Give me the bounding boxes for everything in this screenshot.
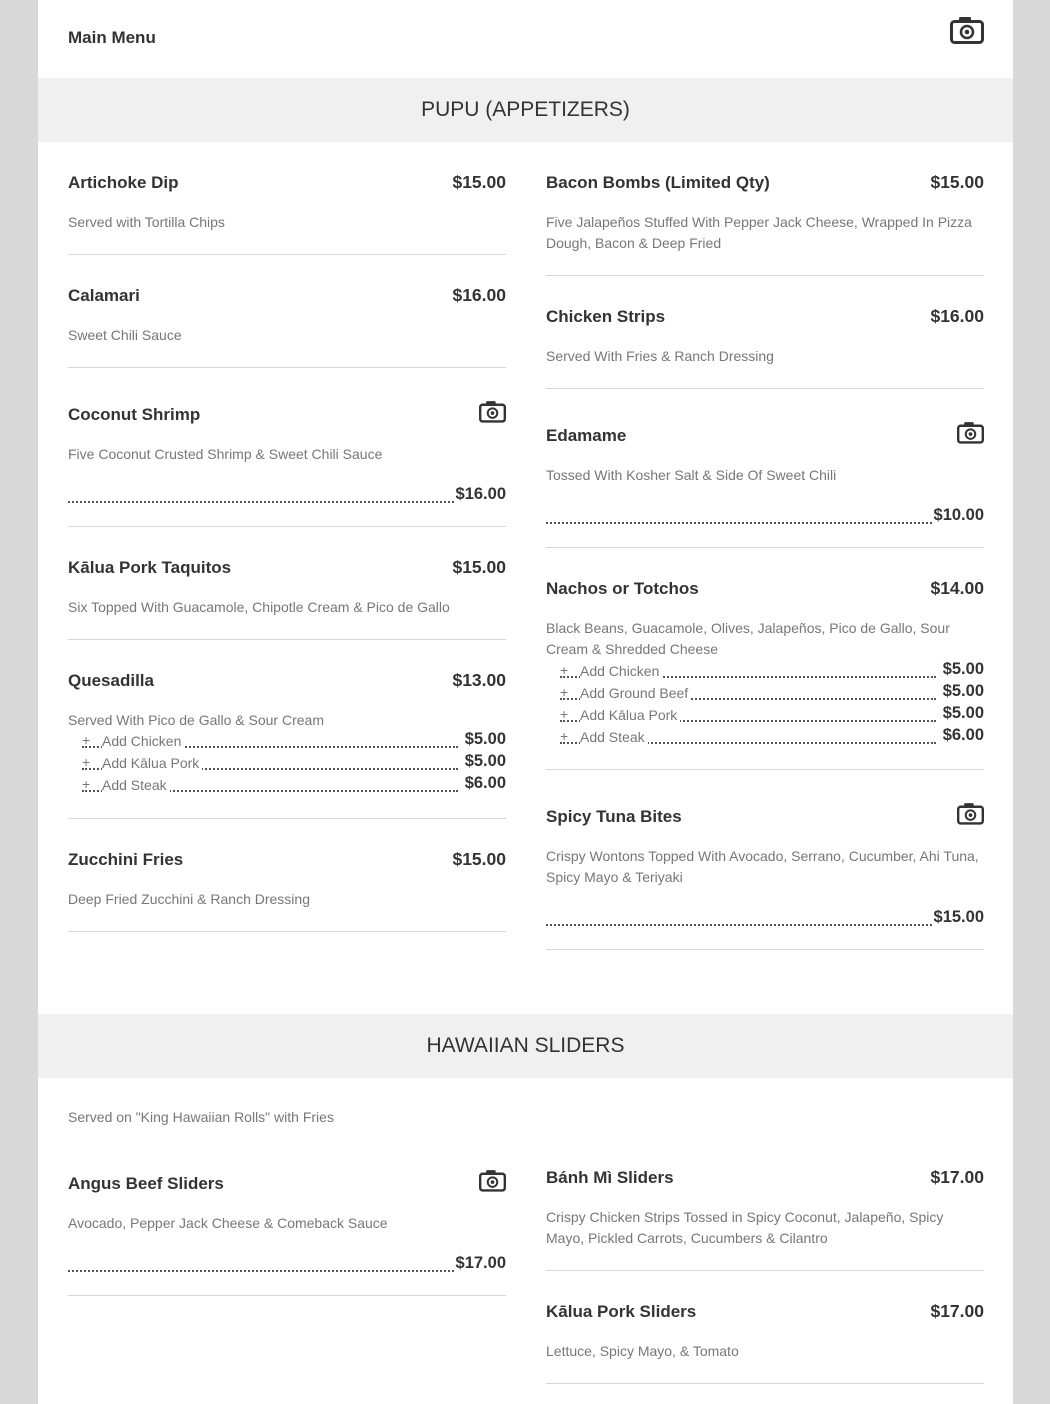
camera-icon[interactable] — [479, 1169, 506, 1197]
camera-icon[interactable] — [957, 421, 984, 449]
section-title-sliders: HAWAIIAN SLIDERS — [38, 1014, 1013, 1078]
menu-item[interactable] — [546, 800, 984, 950]
item-description: Sweet Chili Sauce — [68, 327, 182, 343]
addon-option[interactable]: + Add Ground Beef $5.00 — [560, 682, 984, 701]
menu-item[interactable] — [546, 172, 984, 276]
item-price: $16.00 — [455, 485, 506, 503]
addon-option[interactable]: + Add Steak $6.00 — [82, 774, 506, 793]
menu-item[interactable] — [68, 670, 506, 819]
item-price: $15.00 — [452, 849, 506, 869]
item-price: $15.00 — [930, 172, 984, 192]
addon-price: $6.00 — [464, 774, 506, 792]
camera-icon[interactable] — [950, 16, 984, 49]
addon-price: $5.00 — [942, 660, 984, 678]
item-name: Kālua Pork Taquitos — [68, 558, 232, 577]
menu-page — [38, 0, 1013, 1404]
item-name: Bacon Bombs (Limited Qty) — [546, 173, 770, 192]
item-description: Deep Fried Zucchini & Ranch Dressing — [68, 891, 310, 907]
item-description: Served With Pico de Gallo & Sour Cream — [68, 712, 324, 728]
addon-label: Add Chicken — [580, 663, 662, 679]
item-name: Calamari — [68, 286, 140, 305]
item-name: Spicy Tuna Bites — [546, 807, 682, 826]
addon-label: Add Ground Beef — [580, 685, 691, 701]
camera-icon[interactable] — [479, 400, 506, 428]
page-title[interactable]: Main Menu — [68, 28, 156, 47]
menu-item[interactable] — [68, 398, 506, 527]
menu-item[interactable] — [68, 557, 506, 640]
menu-item[interactable] — [546, 419, 984, 548]
item-price: $15.00 — [452, 557, 506, 577]
item-description: Avocado, Pepper Jack Cheese & Comeback Sauce — [68, 1215, 388, 1231]
item-price: $16.00 — [930, 306, 984, 326]
addon-label: Add Kālua Pork — [102, 755, 202, 771]
menu-item[interactable] — [546, 306, 984, 389]
item-price: $17.00 — [930, 1301, 984, 1321]
section-title-appetizers: PUPU (APPETIZERS) — [38, 78, 1013, 142]
addon-price: $5.00 — [464, 752, 506, 770]
item-name: Coconut Shrimp — [68, 405, 201, 424]
item-name: Angus Beef Sliders — [68, 1174, 224, 1193]
addon-option[interactable]: + Add Kālua Pork $5.00 — [82, 752, 506, 771]
price-leader — [68, 485, 506, 507]
menu-item[interactable] — [68, 1167, 506, 1296]
item-price: $17.00 — [455, 1254, 506, 1272]
menu-item[interactable] — [68, 285, 506, 368]
price-leader — [546, 908, 984, 930]
addon-option[interactable]: + Add Chicken $5.00 — [82, 730, 506, 749]
item-name: Artichoke Dip — [68, 173, 179, 192]
item-price: $15.00 — [933, 908, 984, 926]
price-leader — [68, 1254, 506, 1276]
item-name: Kālua Pork Sliders — [546, 1302, 697, 1321]
item-name: Chicken Strips — [546, 307, 666, 326]
item-price: $15.00 — [452, 172, 506, 192]
top-bar — [38, 0, 1013, 78]
camera-icon[interactable] — [957, 802, 984, 830]
item-name: Quesadilla — [68, 671, 154, 690]
menu-item[interactable] — [68, 172, 506, 255]
item-description: Crispy Chicken Strips Tossed in Spicy Coconut, Jalapeño, Spicy Mayo, Pickled Carrots, Cucumbers & Cilantro — [546, 1209, 944, 1246]
item-description: Served with Tortilla Chips — [68, 214, 225, 230]
item-description: Five Coconut Crusted Shrimp & Sweet Chili Sauce — [68, 446, 383, 462]
item-price: $16.00 — [452, 285, 506, 305]
item-description: Black Beans, Guacamole, Olives, Jalapeños, Pico de Gallo, Sour Cream & Shredded Cheese — [546, 620, 950, 657]
menu-item[interactable] — [546, 578, 984, 770]
addon-price: $5.00 — [464, 730, 506, 748]
item-description: Lettuce, Spicy Mayo, & Tomato — [546, 1343, 739, 1359]
item-price: $14.00 — [930, 578, 984, 598]
addon-price: $5.00 — [942, 704, 984, 722]
price-leader — [546, 506, 984, 528]
item-description: Five Jalapeños Stuffed With Pepper Jack Cheese, Wrapped In Pizza Dough, Bacon & Deep Fried — [546, 214, 972, 251]
item-name: Zucchini Fries — [68, 850, 184, 869]
item-price: $17.00 — [930, 1167, 984, 1187]
item-price: $13.00 — [452, 670, 506, 690]
addon-label: Add Steak — [102, 777, 170, 793]
addon-label: Add Chicken — [102, 733, 184, 749]
addon-option[interactable]: + Add Kālua Pork $5.00 — [560, 704, 984, 723]
addon-price: $6.00 — [942, 726, 984, 744]
item-description: Served With Fries & Ranch Dressing — [546, 348, 774, 364]
item-description: Tossed With Kosher Salt & Side Of Sweet Chili — [546, 467, 837, 483]
section-note: Served on "King Hawaiian Rolls" with Fries — [68, 1109, 334, 1125]
item-price: $10.00 — [933, 506, 984, 524]
item-name: Edamame — [546, 426, 627, 445]
item-description: Crispy Wontons Topped With Avocado, Serrano, Cucumber, Ahi Tuna, Spicy Mayo & Teriyaki — [546, 848, 979, 885]
addon-label: Add Steak — [580, 729, 648, 745]
item-description: Six Topped With Guacamole, Chipotle Cream & Pico de Gallo — [68, 599, 450, 615]
menu-item[interactable] — [68, 849, 506, 932]
addon-option[interactable]: + Add Steak $6.00 — [560, 726, 984, 745]
item-name: Bánh Mì Sliders — [546, 1168, 674, 1187]
menu-item[interactable] — [546, 1301, 984, 1384]
addon-option[interactable]: + Add Chicken $5.00 — [560, 660, 984, 679]
item-name: Nachos or Totchos — [546, 579, 699, 598]
addon-label: Add Kālua Pork — [580, 707, 680, 723]
menu-item[interactable] — [546, 1167, 984, 1271]
addon-price: $5.00 — [942, 682, 984, 700]
